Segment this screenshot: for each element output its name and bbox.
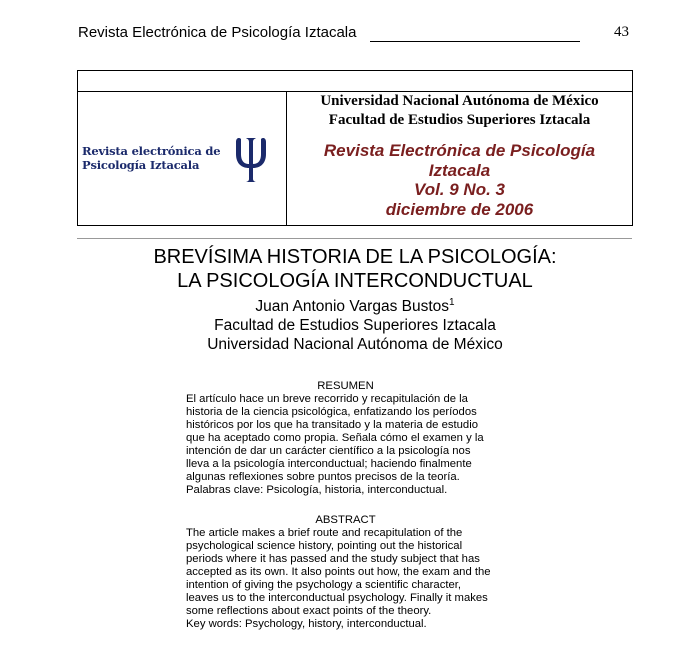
abstract-keywords: Key words: Psychology, history, interconductual.: [186, 618, 427, 630]
logo-text-line2: Psicología Iztacala: [82, 158, 200, 172]
abstract-line: leaves us to the interconductual psychology. Finally it makes: [186, 592, 488, 604]
journal-volume: Vol. 9 No. 3: [413, 180, 505, 199]
resumen-heading: RESUMEN: [317, 380, 374, 392]
logo-text: [82, 144, 220, 172]
university-name: Universidad Nacional Autónoma de México: [320, 93, 599, 109]
abstract-line: The article makes a brief route and recapitulation of the: [186, 527, 463, 539]
masthead-top-strip: [78, 71, 632, 92]
author-line: [0, 293, 679, 316]
abstract-last-line: some reflections about exact points of the theory.: [186, 605, 432, 617]
author-name: Juan Antonio Vargas Bustos: [255, 298, 450, 316]
article-title-line2: LA PSICOLOGÍA INTERCONDUCTUAL: [177, 270, 533, 292]
journal-title-line1: Revista Electrónica de Psicología: [323, 141, 596, 160]
logo-text-line1: Revista electrónica de: [82, 144, 221, 158]
resumen-line: lleva a la psicología interconductual; haciendo finalmente: [186, 458, 472, 470]
author-footnote-marker: 1: [449, 297, 455, 308]
masthead-info-cell: [287, 92, 632, 225]
page-number: 43: [614, 24, 629, 40]
resumen-line: historia de la ciencia psicológica, enfatizando los períodos: [186, 406, 477, 418]
masthead: [77, 70, 633, 226]
masthead-logo-cell: [78, 92, 287, 225]
running-header-journal: Revista Electrónica de Psicología Iztacala: [78, 24, 357, 41]
resumen-keywords: Palabras clave: Psicología, historia, interconductual.: [186, 484, 448, 496]
resumen-last-line: algunas reflexiones sobre puntos precisos de la teoría.: [186, 471, 460, 483]
resumen-line: que ha aceptado como propia. Señala cómo el examen y la: [186, 432, 484, 444]
journal-title-line2: Iztacala: [428, 160, 491, 180]
separator-line: [77, 238, 632, 239]
abstract-heading: ABSTRACT: [315, 514, 376, 526]
article-title-line1: BREVÍSIMA HISTORIA DE LA PSICOLOGÍA:: [153, 246, 557, 268]
resumen-line: intención de dar un carácter científico a la psicología nos: [186, 445, 471, 457]
resumen-line: El artículo hace un breve recorrido y recapitulación de la: [186, 393, 468, 405]
affiliation-faculty: Facultad de Estudios Superiores Iztacala: [214, 317, 496, 335]
header-underline: [370, 41, 580, 42]
affiliation-university: Universidad Nacional Autónoma de México: [207, 336, 503, 354]
abstract-section: [186, 514, 505, 631]
article-header: [0, 245, 679, 354]
resumen-section: [186, 380, 505, 497]
resumen-line: históricos por los que ha transitado y la materia de estudio: [186, 419, 478, 431]
abstract-line: periods where it has passed and the study subject that has: [186, 553, 480, 565]
abstract-line: intention of giving the psychology a scientific character,: [186, 579, 462, 591]
abstract-line: psychological science history, pointing out the historical: [186, 540, 463, 552]
journal-date: diciembre de 2006: [385, 199, 534, 219]
faculty-name: Facultad de Estudios Superiores Iztacala: [328, 112, 591, 128]
psi-icon: [233, 136, 269, 184]
abstract-line: accepted as its own. It also points out how, the exam and the: [186, 566, 491, 578]
